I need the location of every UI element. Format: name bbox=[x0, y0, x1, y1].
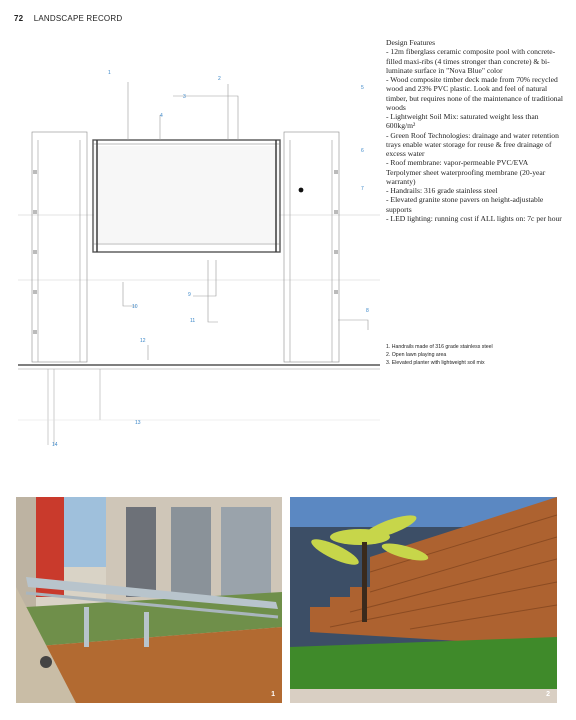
drawing-callout-8: 8 bbox=[366, 308, 369, 314]
drawing-callout-4: 4 bbox=[160, 113, 163, 119]
feature-item: - Roof membrane: vapor-permeable PVC/EVA Terpolymer sheet waterproofing membrane (20-year warranty) bbox=[386, 158, 546, 186]
feature-item: - Lightweight Soil Mix: saturated weight less than 600kg/m² bbox=[386, 112, 539, 131]
drawing-callout-7: 7 bbox=[361, 186, 364, 192]
photo-captions bbox=[386, 343, 566, 367]
page-number: 72 bbox=[14, 14, 24, 23]
photo-number: 2 bbox=[546, 691, 550, 698]
design-features bbox=[386, 38, 564, 223]
drawing-callout-9: 9 bbox=[188, 292, 191, 298]
feature-item: - Elevated granite stone pavers on height-adjustable supports bbox=[386, 195, 544, 214]
caption-item: 3. Elevated planter with lightweight soil mix bbox=[386, 360, 485, 367]
feature-item: - LED lighting: running cost if ALL lights on: 7c per hour bbox=[386, 213, 562, 223]
caption-item: 2. Open lawn playing area bbox=[386, 352, 447, 359]
caption-item: 1. Handrails made of 316 grade stainless steel bbox=[386, 344, 493, 350]
drawing-callout-11: 11 bbox=[190, 318, 196, 324]
drawing-callout-2: 2 bbox=[218, 76, 221, 82]
drawing-callout-3: 3 bbox=[183, 94, 186, 100]
photo-planter-handrail bbox=[16, 497, 282, 703]
running-header bbox=[14, 14, 122, 23]
section-drawing bbox=[18, 60, 380, 460]
drawing-callout-5: 5 bbox=[361, 85, 364, 91]
feature-item: - 12m fiberglass ceramic composite pool with concrete-filled maxi-ribs (4 times stronger than concrete) & bi-luminate surface in "Nova Blue" color bbox=[386, 47, 556, 75]
drawing-callout-1: 1 bbox=[108, 70, 111, 76]
feature-item: - Handrails: 316 grade stainless steel bbox=[386, 186, 498, 195]
drawing-callout-14: 14 bbox=[52, 442, 58, 448]
photo-timber-wall-lawn bbox=[290, 497, 557, 703]
drawing-callout-10: 10 bbox=[132, 304, 138, 310]
drawing-callout-13: 13 bbox=[135, 420, 141, 426]
drawing-callout-6: 6 bbox=[361, 148, 364, 154]
design-features-title: Design Features bbox=[386, 38, 436, 47]
section-title: LANDSCAPE RECORD bbox=[33, 14, 123, 23]
feature-item: - Green Roof Technologies: drainage and water retention trays enable water storage for reuse & free drainage of excess water bbox=[386, 130, 559, 158]
photo-number: 1 bbox=[271, 691, 275, 698]
feature-item: - Wood composite timber deck made from 70% recycled wood and 23% PVC plastic. Look and feel of natural timber, but requires none of the maintenance of traditional woods bbox=[386, 75, 564, 112]
drawing-callout-12: 12 bbox=[140, 338, 146, 344]
